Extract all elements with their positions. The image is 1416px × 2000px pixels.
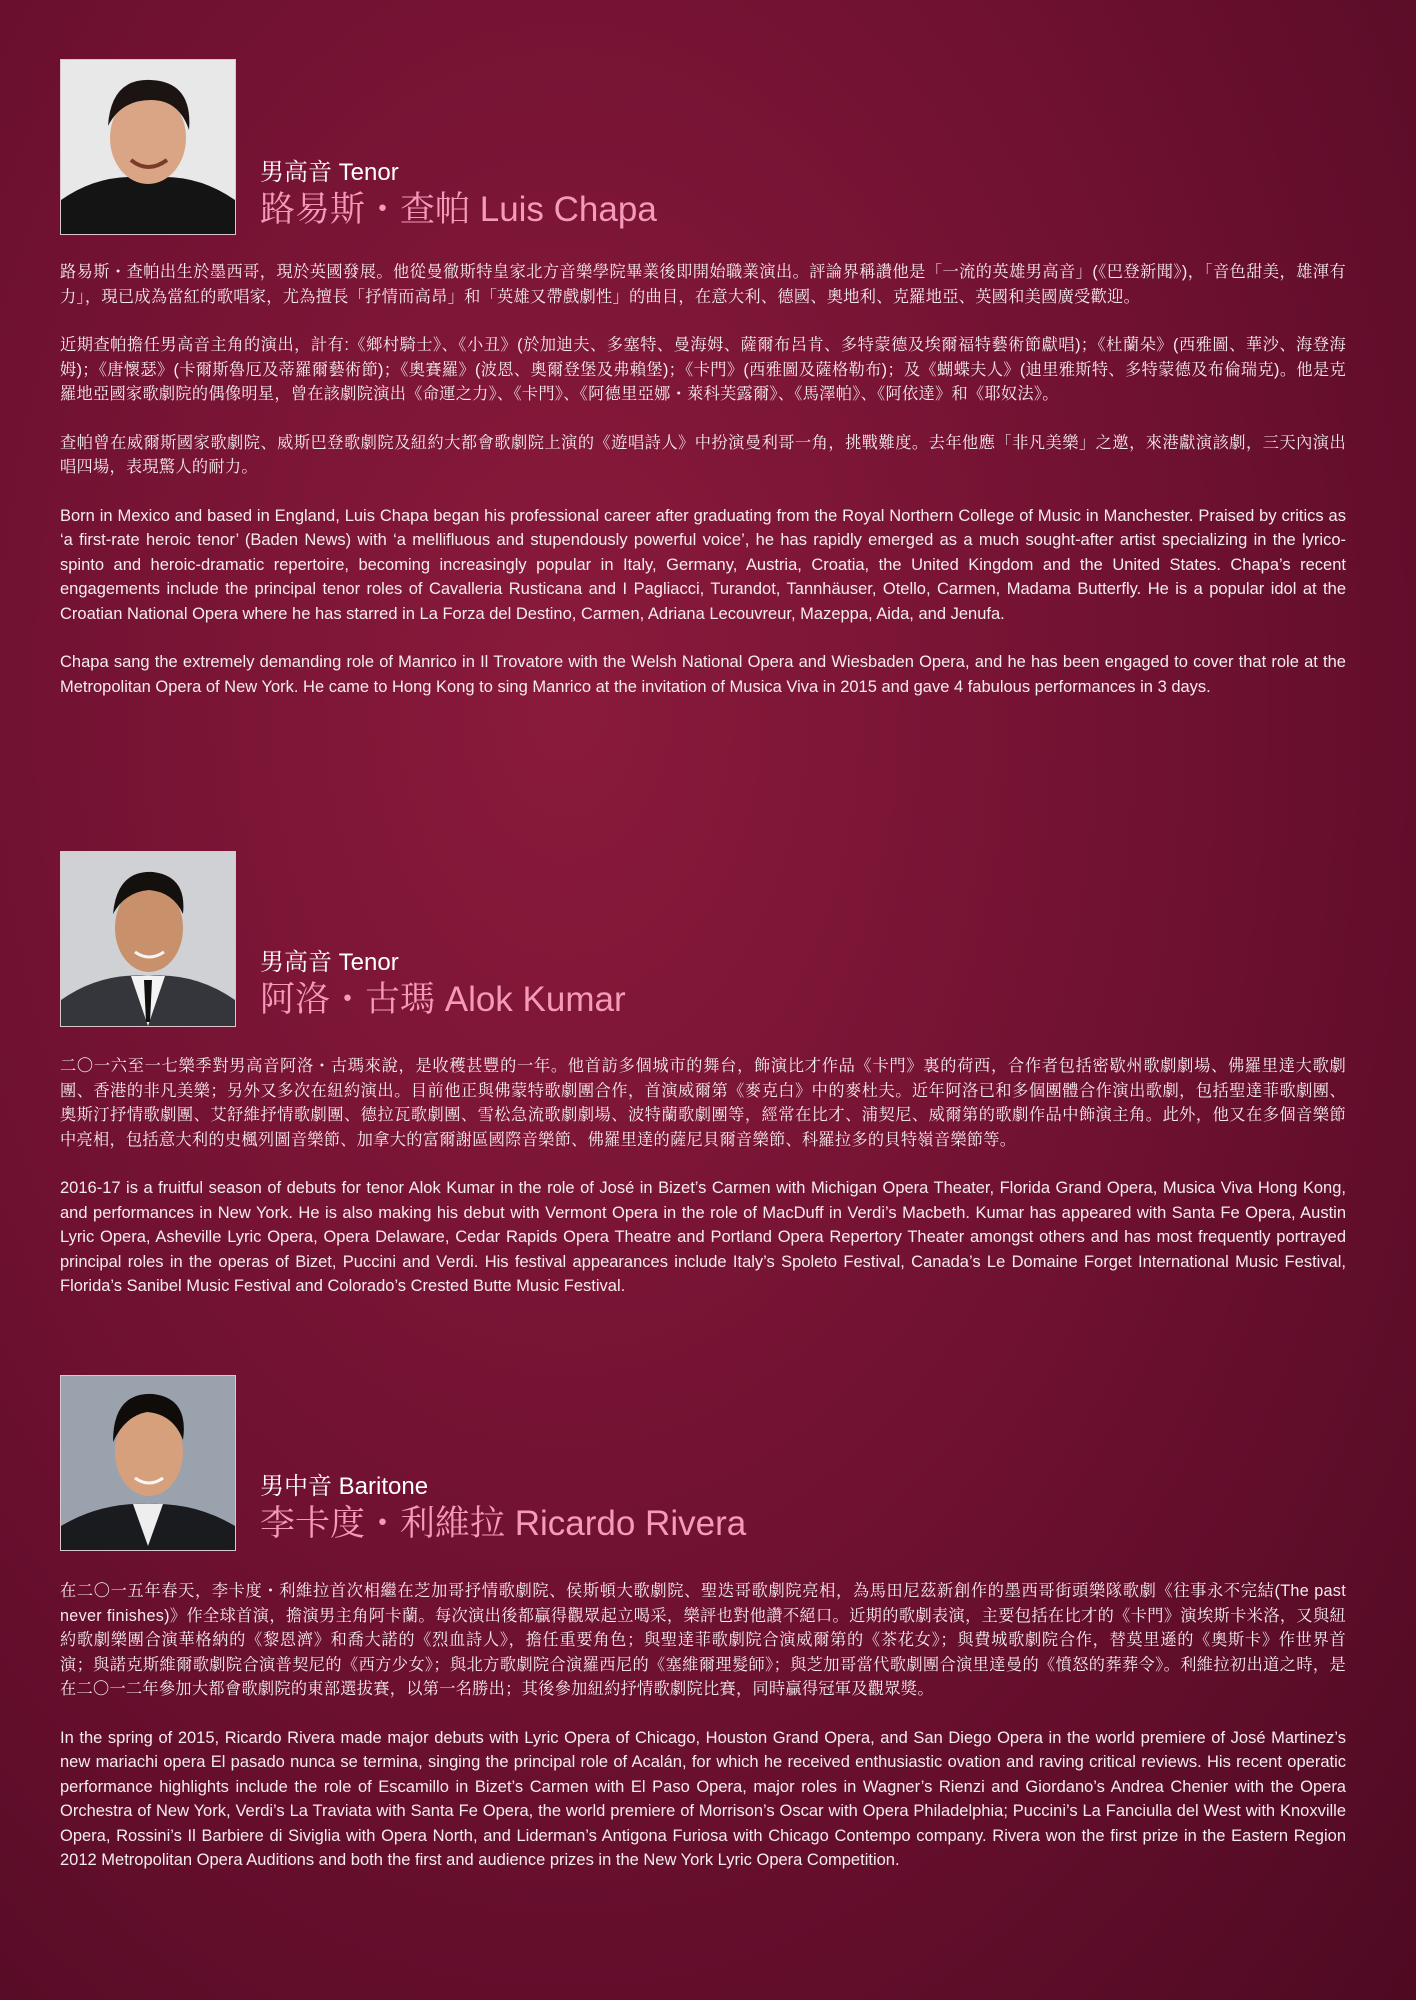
singer-name: 李卡度・利維拉 Ricardo Rivera [260, 1504, 747, 1543]
singer-heading [260, 159, 657, 231]
singer-name: 路易斯・查帕 Luis Chapa [260, 190, 657, 229]
chinese-paragraph: 在二〇一五年春天，李卡度・利維拉首次相繼在芝加哥抒情歌劇院、侯斯頓大歌劇院、聖迭哥歌劇院亮相，為馬田尼茲新創作的墨西哥街頭樂隊歌劇《往事永不完結(The past never finishes)》作全球首演，擔演男主角阿卡蘭。每次演出後都贏得觀眾起立喝采，樂評也對他讚不絕口。近期的歌劇表演，主要包括在比才的《卡門》演埃斯卡米洛，又與紐約歌劇樂團合演華格納的《黎恩濟》和喬大諾的《烈血詩人》，擔任重要角色；與聖達菲歌劇院合演威爾第的《茶花女》；與費城歌劇院合作，替莫里遜的《奧斯卡》作世界首演；與諾克斯維爾歌劇院合演普契尼的《西方少女》；與北方歌劇院合演羅西尼的《塞維爾理髮師》；與芝加哥當代歌劇團合演里達曼的《憤怒的葬葬令》。利維拉初出道之時，是在二〇一二年參加大都會歌劇院的東部選拔賽，以第一名勝出；其後參加紐約抒情歌劇院比賽，同時贏得冠軍及觀眾獎。 [60, 1582, 1346, 1698]
chinese-paragraph: 近期查帕擔任男高音主角的演出，計有:《鄉村騎士》、《小丑》(於加迪夫、多塞特、曼海姆、薩爾布呂肯、多特蒙德及埃爾福特藝術節獻唱)；《杜蘭朵》(西雅圖、華沙、海登海姆)；《唐懷瑟》(卡爾斯魯厄及蒂羅爾藝術節)；《奧賽羅》(波恩、奧爾登堡及弗賴堡)；《卡門》(西雅圖及薩格勒布)；及《蝴蝶夫人》(迪里雅斯特、多特蒙德及布倫瑞克)。他是克羅地亞國家歌劇院的偶像明星，曾在該劇院演出《命運之力》、《卡門》、《阿德里亞娜・萊科芙露爾》、《馬澤帕》、《阿依達》和《耶奴法》。 [60, 336, 1346, 403]
portrait-photo [60, 1375, 236, 1551]
english-paragraph: Born in Mexico and based in England, Luis Chapa began his professional career after graduating from the Royal Northern College of Music in Manchester. Praised by critics as ‘a first-rate heroic tenor’ (Baden News) with ‘a mellifluous and stupendously powerful voice’, he has rapidly emerged as a much sought-after artist specializing in the lyrico-spinto and heroic-dramatic repertoire, becoming increasingly popular in Italy, Germany, Austria, Croatia, the United Kingdom and the United States. Chapa’s recent engagements include the principal tenor roles of Cavalleria Rusticana and I Pagliacci, Turandot, Tannhäuser, Otello, Carmen, Madama Butterfly. He is a popular idol at the Croatian National Opera where he has starred in La Forza del Destino, Carmen, Adriana Lecouvreur, Mazeppa, Aida, and Jenufa. [60, 506, 1346, 623]
biography-text [60, 260, 1346, 699]
voice-type: 男高音 Tenor [260, 159, 399, 186]
portrait-photo [60, 851, 236, 1027]
portrait-illustration [61, 1376, 235, 1550]
biography-text [60, 1579, 1346, 1873]
portrait-illustration [61, 60, 235, 234]
singer-name: 阿洛・古瑪 Alok Kumar [260, 980, 626, 1019]
chinese-paragraph: 路易斯・查帕出生於墨西哥，現於英國發展。他從曼徹斯特皇家北方音樂學院畢業後即開始職業演出。評論界稱讚他是「一流的英雄男高音」(《巴登新聞》)，「音色甜美，雄渾有力」，現已成為當紅的歌唱家，尤為擅長「抒情而高昂」和「英雄又帶戲劇性」的曲目，在意大利、德國、奧地利、克羅地亞、英國和美國廣受歡迎。 [60, 263, 1346, 306]
chinese-paragraph: 二〇一六至一七樂季對男高音阿洛・古瑪來說，是收穫甚豐的一年。他首訪多個城市的舞台，飾演比才作品《卡門》裏的荷西，合作者包括密歇州歌劇劇場、佛羅里達大歌劇團、香港的非凡美樂；另外又多次在紐約演出。目前他正與佛蒙特歌劇團合作，首演威爾第《麥克白》中的麥杜夫。近年阿洛已和多個團體合作演出歌劇，包括聖達菲歌劇團、奧斯汀抒情歌劇團、艾舒維抒情歌劇團、德拉瓦歌劇團、雪松急流歌劇劇場、波特蘭歌劇團等，經常在比才、浦契尼、威爾第的歌劇作品中飾演主角。此外，他又在多個音樂節中亮相，包括意大利的史楓列圖音樂節、加拿大的富爾謝區國際音樂節、佛羅里達的薩尼貝爾音樂節、科羅拉多的貝特嶺音樂節等。 [60, 1057, 1346, 1149]
singer-heading [260, 1473, 746, 1545]
singer-heading [260, 949, 626, 1021]
english-paragraph: Chapa sang the extremely demanding role of Manrico in Il Trovatore with the Welsh National Opera and Wiesbaden Opera, and he has been engaged to cover that role at the Metropolitan Opera of New York. He came to Hong Kong to sing Manrico at the invitation of Musica Viva in 2015 and gave 4 fabulous performances in 3 days. [60, 653, 1346, 696]
voice-type: 男高音 Tenor [260, 949, 399, 976]
chinese-paragraph: 查帕曾在威爾斯國家歌劇院、威斯巴登歌劇院及紐約大都會歌劇院上演的《遊唱詩人》中扮演曼利哥一角，挑戰難度。去年他應「非凡美樂」之邀，來港獻演該劇，三天內演出唱四場，表現驚人的耐力。 [60, 433, 1346, 476]
english-paragraph: In the spring of 2015, Ricardo Rivera made major debuts with Lyric Opera of Chicago, Houston Grand Opera, and San Diego Opera in the world premiere of José Martinez’s new mariachi opera El pasado nunca se termina, singing the principal role of Acalán, for which he received enthusiastic ovation and raving critical reviews. His recent operatic performance highlights include the role of Escamillo in Bizet’s Carmen with El Paso Opera, major roles in Wagner’s Rienzi and Giordano’s Andrea Chenier with the Opera Orchestra of New York, Verdi’s La Traviata with Santa Fe Opera, the world premiere of Morrison’s Oscar with Opera Philadelphia; Puccini’s La Fanciulla del West with Knoxville Opera, Rossini’s Il Barbiere di Siviglia with Opera North, and Liderman’s Antigona Furiosa with Chicago Contempo company. Rivera won the first prize in the Eastern Region 2012 Metropolitan Opera Auditions and both the first and audience prizes in the New York Lyric Opera Competition. [60, 1728, 1346, 1869]
voice-type: 男中音 Baritone [260, 1473, 429, 1500]
biography-text [60, 1054, 1346, 1299]
portrait-illustration [61, 852, 235, 1026]
portrait-photo [60, 59, 236, 235]
english-paragraph: 2016-17 is a fruitful season of debuts for tenor Alok Kumar in the role of José in Bizet’s Carmen with Michigan Opera Theater, Florida Grand Opera, Musica Viva Hong Kong, and performances in New York. He is also making his debut with Vermont Opera in the role of MacDuff in Verdi’s Macbeth. Kumar has appeared with Santa Fe Opera, Austin Lyric Opera, Asheville Lyric Opera, Opera Delaware, Cedar Rapids Opera Theatre and Portland Opera Repertory Theater amongst others and has most frequently portrayed principal roles in the operas of Bizet, Puccini and Verdi. His festival appearances include Italy’s Spoleto Festival, Canada’s Le Domaine Forget International Music Festival, Florida’s Sanibel Music Festival and Colorado’s Crested Butte Music Festival. [60, 1179, 1346, 1295]
